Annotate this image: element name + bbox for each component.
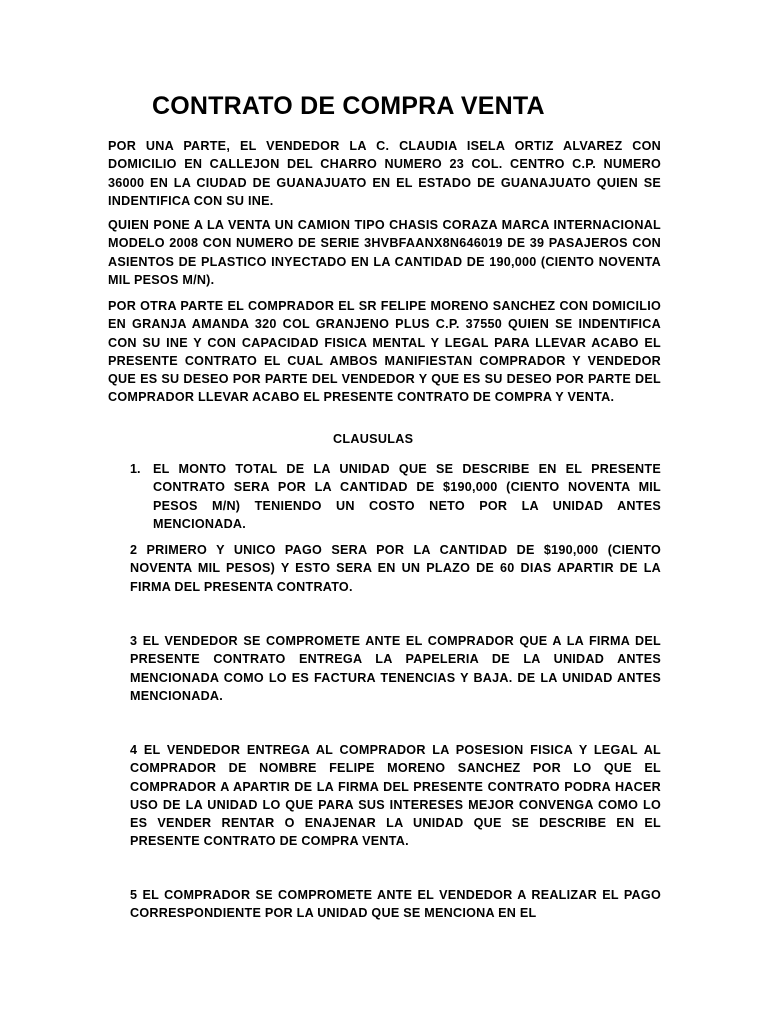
clause-3-text: 3 EL VENDEDOR SE COMPROMETE ANTE EL COMPRADOR QUE A LA FIRMA DEL PRESENTE CONTRATO ENTREGA LA PAPELERIA DE LA UNIDAD ANTES MENCIONADA COMO LO ES FACTURA TENENCIAS Y BAJA. DE LA UNIDAD ANTES MENCIONADA. [130,634,661,703]
clauses-heading: CLAUSULAS [333,432,414,446]
clause-2-text: 2 PRIMERO Y UNICO PAGO SERA POR LA CANTIDAD DE $190,000 (CIENTO NOVENTA MIL PESOS) Y ESTO SERA EN UN PLAZO DE 60 DIAS APARTIR DE LA FIRMA DEL PRESENTA CONTRATO. [130,543,661,594]
vehicle-paragraph: QUIEN PONE A LA VENTA UN CAMION TIPO CHASIS CORAZA MARCA INTERNACIONAL MODELO 2008 CON NUMERO DE SERIE 3HVBFAANX8N646019 DE 39 PASAJEROS CON ASIENTOS DE PLASTICO INYECTADO EN LA CANTIDAD DE 190,000 (CIENTO NOVENTA MIL PESOS M/N). [108,218,661,287]
clause-4-text: 4 EL VENDEDOR ENTREGA AL COMPRADOR LA POSESION FISICA Y LEGAL AL COMPRADOR DE NOMBRE FELIPE MORENO SANCHEZ POR LO QUE EL COMPRADOR A APARTIR DE LA FIRMA DEL PRESENTE CONTRATO PODRA HACER USO DE LA UNIDAD LO QUE PARA SUS INTERESES MEJOR CONVENGA COMO LO ES VENDER RENTAR O ENAJENAR LA UNIDAD QUE SE DESCRIBE EN EL PRESENTE CONTRATO DE COMPRA VENTA. [130,743,661,849]
document-title: CONTRATO DE COMPRA VENTA [152,92,545,120]
seller-paragraph: POR UNA PARTE, EL VENDEDOR LA C. CLAUDIA ISELA ORTIZ ALVAREZ CON DOMICILIO EN CALLEJON DEL CHARRO NUMERO 23 COL. CENTRO C.P. NUMERO 36000 EN LA CIUDAD DE GUANAJUATO EN EL ESTADO DE GUANAJUATO QUIEN SE INDENTIFICA CON SU INE. [108,139,661,208]
buyer-paragraph: POR OTRA PARTE EL COMPRADOR EL SR FELIPE MORENO SANCHEZ CON DOMICILIO EN GRANJA AMANDA 320 COL GRANJENO PLUS C.P. 37550 QUIEN SE INDENTIFICA CON SU INE Y CON CAPACIDAD FISICA MENTAL Y LEGAL PARA LLEVAR ACABO EL PRESENTE CONTRATO EL CUAL AMBOS MANIFIESTAN COMPRADOR Y VENDEDOR QUE ES SU DESEO POR PARTE DEL VENDEDOR Y QUE ES SU DESEO POR PARTE DEL COMPRADOR LLEVAR ACABO EL PRESENTE CONTRATO DE COMPRA Y VENTA. [108,299,661,405]
clause-1-number: 1. [130,462,141,476]
clause-5-text: 5 EL COMPRADOR SE COMPROMETE ANTE EL VENDEDOR A REALIZAR EL PAGO CORRESPONDIENTE POR LA UNIDAD QUE SE MENCIONA EN EL [130,888,661,921]
clause-1-text: EL MONTO TOTAL DE LA UNIDAD QUE SE DESCRIBE EN EL PRESENTE CONTRATO SERA POR LA CANTIDAD DE $190,000 (CIENTO NOVENTA MIL PESOS M/N) TENIENDO UN COSTO NETO POR LA UNIDAD ANTES MENCIONADA. [153,462,661,531]
